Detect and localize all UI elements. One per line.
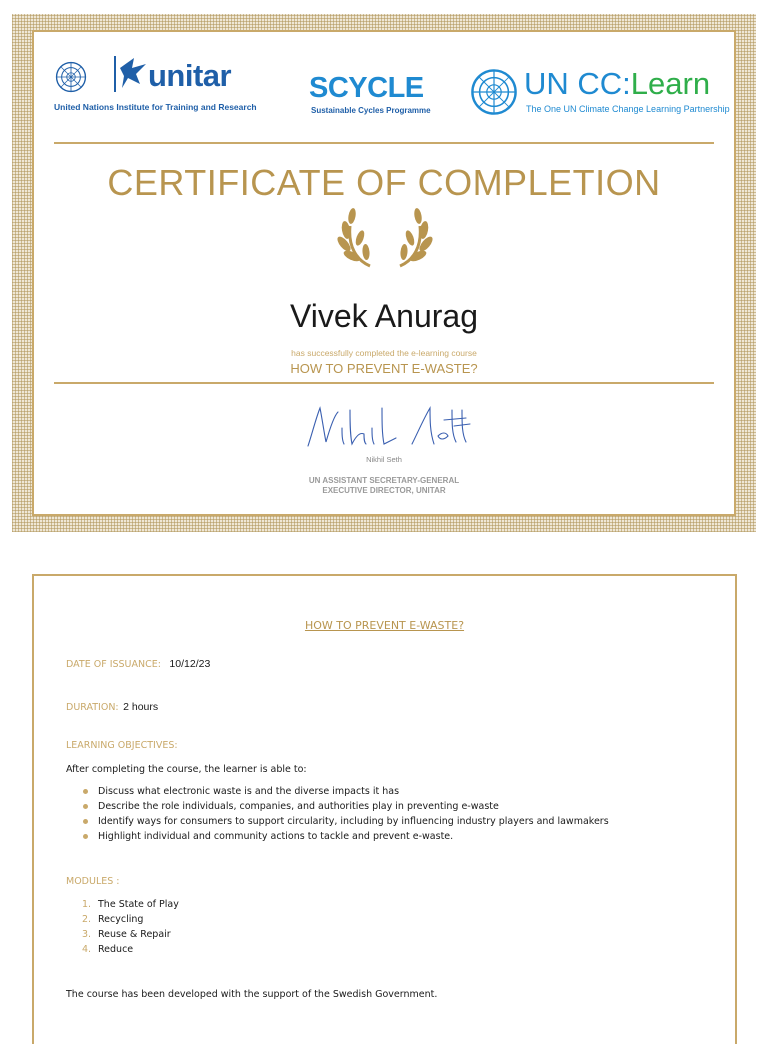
scycle-subtitle: Sustainable Cycles Programme <box>311 106 431 115</box>
list-item: Identify ways for consumers to support circularity, including by influencing industry players and lawmakers <box>66 814 609 829</box>
list-item: 2. Recycling <box>82 914 144 925</box>
duration-label: DURATION: <box>66 702 119 713</box>
unitar-wordmark: unitar <box>148 58 232 93</box>
unitar-logo <box>54 54 269 134</box>
bullet-icon <box>83 819 88 824</box>
list-item: Highlight individual and community actions to tackle and prevent e-waste. <box>66 829 609 844</box>
scycle-wordmark: SCYCLE <box>309 72 424 104</box>
course-title: HOW TO PREVENT E-WASTE? <box>290 361 478 376</box>
duration <box>66 697 158 715</box>
uncclearn-logo <box>470 66 730 128</box>
bullet-icon <box>83 834 88 839</box>
list-item: 1. The State of Play <box>82 899 179 910</box>
signer-role <box>34 476 734 496</box>
certificate-page <box>12 14 756 532</box>
divider-middle <box>54 382 714 384</box>
scycle-logo <box>309 72 429 122</box>
modules-label: MODULES : <box>66 876 120 887</box>
uncclearn-wordmark-learn: Learn <box>630 66 711 101</box>
date-label: DATE OF ISSUANCE: <box>66 659 161 670</box>
details-course-title: HOW TO PREVENT E-WASTE? <box>304 619 465 632</box>
course-details-page <box>32 574 737 1044</box>
objectives-list <box>66 784 609 844</box>
divider-top <box>54 142 714 144</box>
date-value: 10/12/23 <box>169 658 211 670</box>
duration-value: 2 hours <box>123 701 159 713</box>
bullet-icon <box>83 804 88 809</box>
list-item: Discuss what electronic waste is and the diverse impacts it has <box>66 784 609 799</box>
uncclearn-subtitle: The One UN Climate Change Learning Partnership <box>526 104 730 114</box>
signature-image <box>302 398 472 458</box>
laurel-icon <box>330 208 440 270</box>
list-item: Describe the role individuals, companies, and authorities play in preventing e-waste <box>66 799 609 814</box>
uncclearn-wordmark <box>524 66 710 102</box>
certificate-title: CERTIFICATE OF COMPLETION <box>107 162 661 203</box>
objectives-label: LEARNING OBJECTIVES: <box>66 740 178 751</box>
support-text: The course has been developed with the support of the Swedish Government. <box>66 989 438 1000</box>
dove-icon <box>112 54 148 94</box>
un-emblem-icon <box>470 68 518 116</box>
signer-role-line2: EXECUTIVE DIRECTOR, UNITAR <box>322 486 446 495</box>
list-item: 4. Reduce <box>82 944 134 955</box>
signer-role-line1: UN ASSISTANT SECRETARY-GENERAL <box>308 476 460 485</box>
recipient-name: Vivek Anurag <box>290 298 478 334</box>
date-of-issuance <box>66 654 210 672</box>
list-item: 3. Reuse & Repair <box>82 929 171 940</box>
un-emblem-icon <box>54 60 88 94</box>
uncclearn-wordmark-un: UN CC: <box>524 66 631 101</box>
bullet-icon <box>83 789 88 794</box>
certificate-frame <box>32 30 736 516</box>
objectives-intro: After completing the course, the learner is able to: <box>66 764 307 775</box>
unitar-subtitle: United Nations Institute for Training and Research <box>54 102 257 112</box>
completion-text: has successfully completed the e-learning course <box>291 348 477 358</box>
signer-name: Nikhil Seth <box>366 455 402 464</box>
modules-list <box>66 897 179 957</box>
